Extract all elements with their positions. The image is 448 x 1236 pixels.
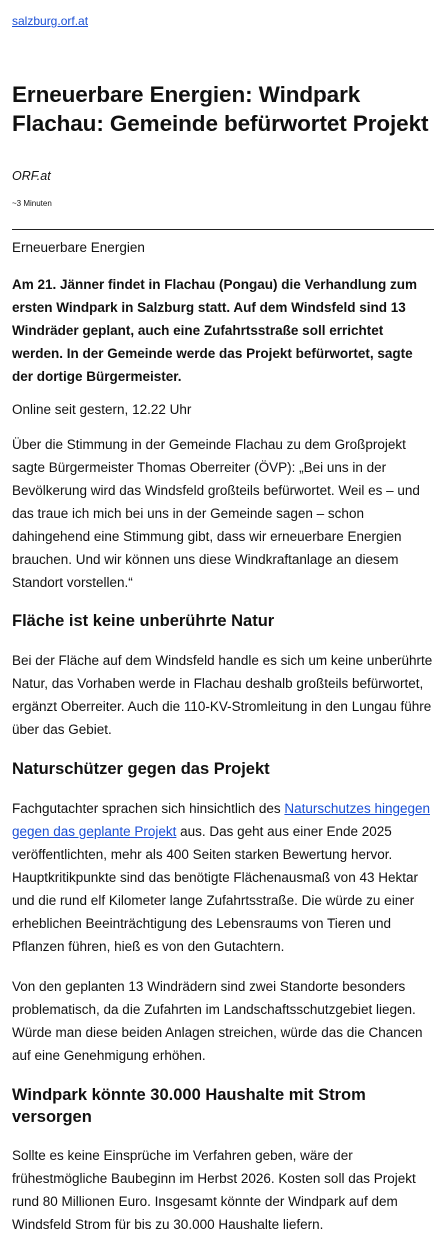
paragraph-3-text-end: aus. Das geht aus einer Ende 2025 veröffentlichten, mehr als 400 Seiten starken Bewertung hervor. Hauptkritikpunkte sind das benötigte Flächenausmaß von 43 Hektar und die rund elf Kilometer lange Zufahrtsstraße. Die würde zu einer erheblichen Beeinträchtigung des Lebensraums von Tieren und Pflanzen führen, hieß es von den Gutachtern. (12, 824, 418, 954)
source-domain-link[interactable]: salzburg.orf.at (12, 14, 89, 28)
article-kicker: Erneuerbare Energien (12, 240, 145, 255)
paragraph-5: Sollte es keine Einsprüche im Verfahren geben, wäre der frühestmögliche Baubeginn im Herbst 2026. Kosten soll das Projekt rund 80 Millionen Euro. Insgesamt könnte der Windpark auf dem Windsfeld Strom für bis zu 30.000 Haushalte liefern. (12, 1148, 416, 1232)
paragraph-3-text-start: Fachgutachter sprachen sich hinsichtlich des (12, 801, 285, 816)
published-timestamp: Online seit gestern, 12.22 Uhr (12, 402, 192, 417)
paragraph-2: Bei der Fläche auf dem Windsfeld handle es sich um keine unberührte Natur, das Vorhaben werde in Flachau deshalb großteils befürwortet, ergänzt Oberreiter. Auch die 110-KV-Stromleitung in den Lungau führe über das Gebiet. (12, 653, 433, 737)
divider (12, 229, 434, 230)
paragraph-3 (12, 797, 436, 958)
subheading-1: Fläche ist keine unberührte Natur (12, 612, 275, 630)
subheading-3: Windpark könnte 30.000 Haushalte mit Strom versorgen (12, 1086, 366, 1126)
read-time: ~3 Minuten (12, 199, 52, 208)
naturschutz-link[interactable]: Naturschutzes hingegen gegen das geplante Projekt (12, 801, 430, 839)
paragraph-4: Von den geplanten 13 Windrädern sind zwei Standorte besonders problematisch, da die Zufahrten im Landschaftsschutzgebiet liegen. Würde man diese beiden Anlagen streichen, würde das die Chancen auf eine Genehmigung erhöhen. (12, 979, 423, 1063)
subheading-2: Naturschützer gegen das Projekt (12, 760, 270, 778)
article-lead: Am 21. Jänner findet in Flachau (Pongau) die Verhandlung zum ersten Windpark in Salzburg statt. Auf dem Windsfeld sind 13 Windräder geplant, auch eine Zufahrtsstraße soll errichtet werden. In der Gemeinde werde das Projekt befürwortet, sagte der dortige Bürgermeister. (12, 277, 418, 384)
article-title: Erneuerbare Energien: Windpark Flachau: Gemeinde befürwortet Projekt (12, 82, 429, 136)
paragraph-1: Über die Stimmung in der Gemeinde Flachau zu dem Großprojekt sagte Bürgermeister Thomas Oberreiter (ÖVP): „Bei uns in der Bevölkerung wird das Windsfeld großteils befürwortet. Weil es – und das traue ich mich bei uns in der Gemeinde sagen – schon dahingehend eine Stimmung gibt, dass wir erneuerbare Energien brauchen. Und wir können uns diese Windkraftanlage an diesem Standort vorstellen.“ (12, 437, 420, 590)
article-source: ORF.at (12, 169, 51, 183)
